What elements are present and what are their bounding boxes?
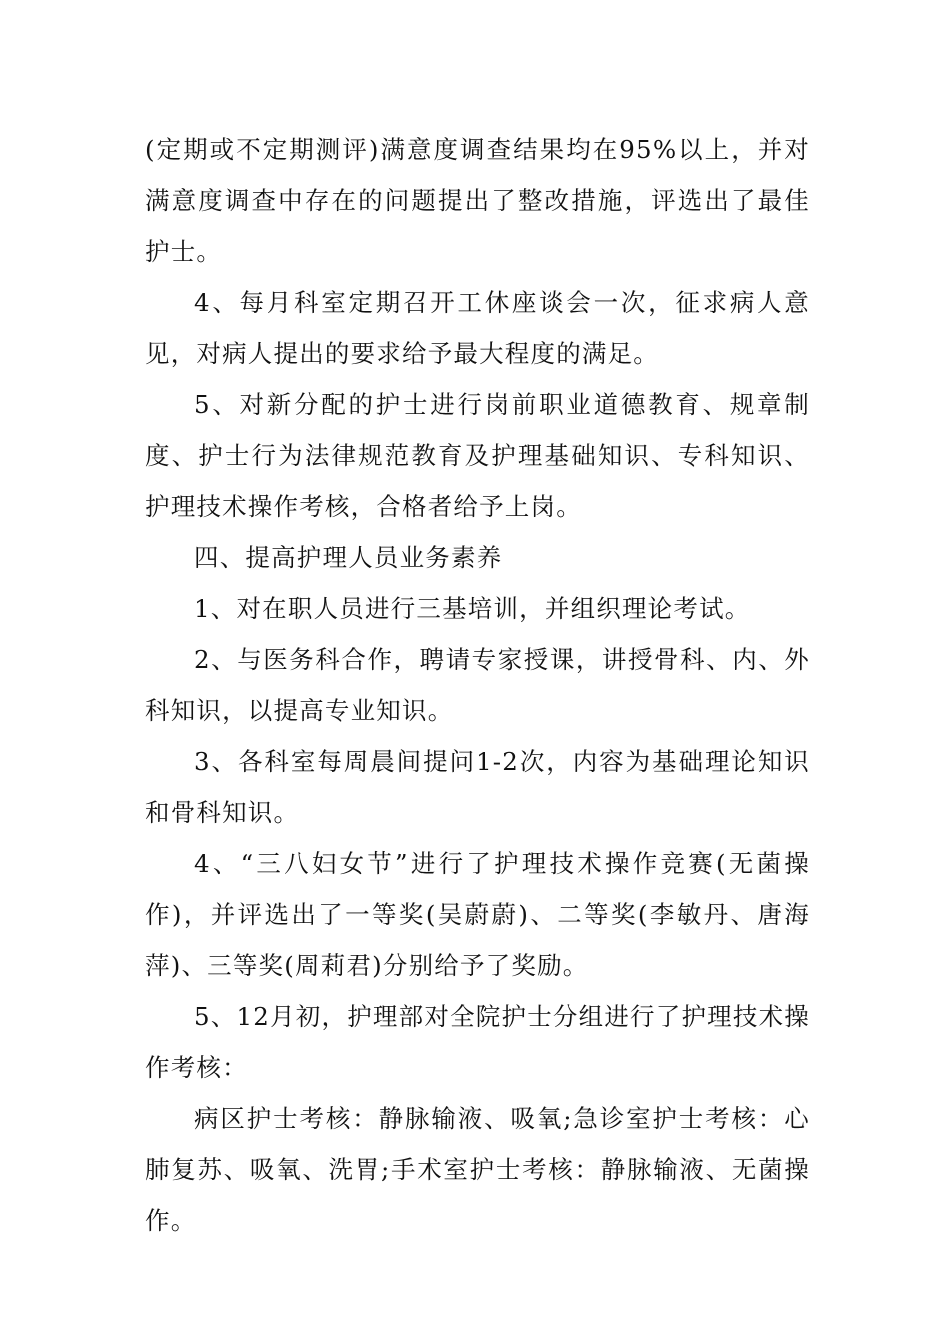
paragraph-morning-questions: 3、各科室每周晨间提问1-2次，内容为基础理论知识和骨科知识。	[145, 747, 810, 827]
paragraph-monthly-meeting: 4、每月科室定期召开工休座谈会一次，征求病人意见，对病人提出的要求给予最大程度的满足。	[145, 288, 810, 368]
paragraph-december-assessment: 5、12月初，护理部对全院护士分组进行了护理技术操作考核：	[145, 1002, 810, 1082]
paragraph-new-nurse-training: 5、对新分配的护士进行岗前职业道德教育、规章制度、护士行为法律规范教育及护理基础知识、专科知识、护理技术操作考核，合格者给予上岗。	[145, 390, 810, 521]
paragraph-expert-lectures: 2、与医务科合作，聘请专家授课，讲授骨科、内、外科知识，以提高专业知识。	[145, 645, 810, 725]
section-heading-improve-quality: 四、提高护理人员业务素养	[194, 543, 503, 572]
paragraph-satisfaction-survey: (定期或不定期测评)满意度调查结果均在95%以上，并对满意度调查中存在的问题提出了整改措施，评选出了最佳护士。	[145, 135, 810, 266]
document-page	[145, 124, 810, 1246]
paragraph-assessment-items: 病区护士考核：静脉输液、吸氧;急诊室护士考核：心肺复苏、吸氧、洗胃;手术室护士考核：静脉输液、无菌操作。	[145, 1104, 810, 1235]
paragraph-womens-day-competition: 4、“三八妇女节”进行了护理技术操作竞赛(无菌操作)，并评选出了一等奖(吴蔚蔚)、二等奖(李敏丹、唐海萍)、三等奖(周莉君)分别给予了奖励。	[145, 849, 810, 980]
paragraph-basic-training: 1、对在职人员进行三基培训，并组织理论考试。	[194, 594, 751, 623]
